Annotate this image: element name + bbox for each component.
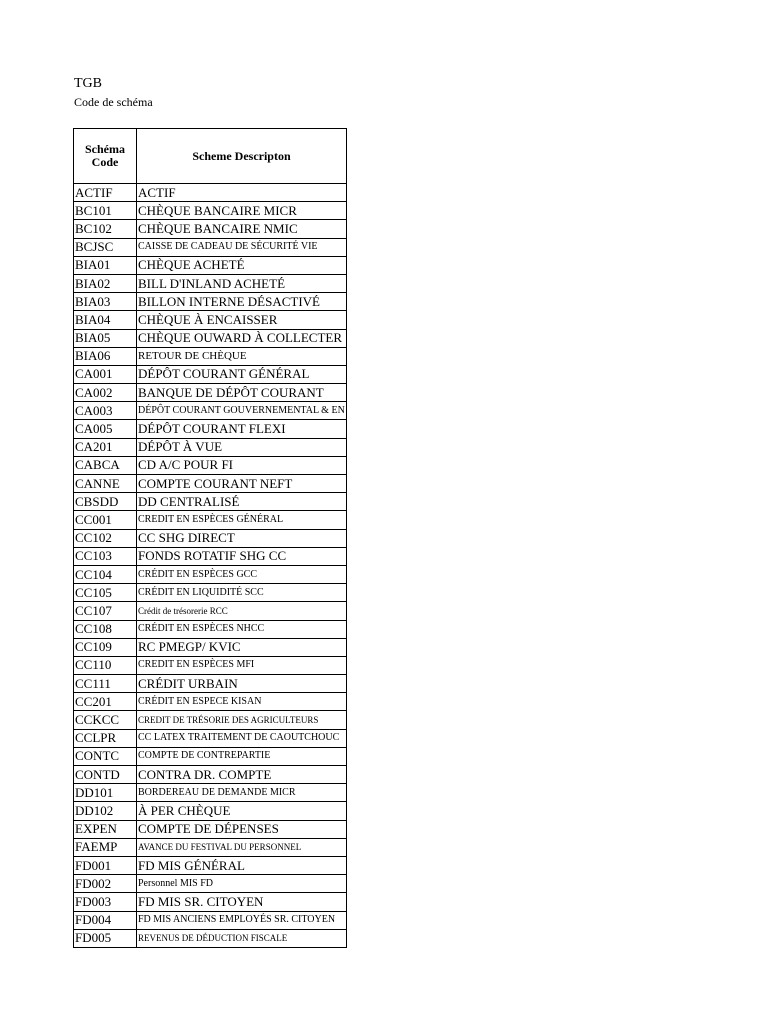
- table-row: [74, 438, 347, 456]
- scheme-description-cell: CRÉDIT EN ESPÈCES GCC: [137, 565, 347, 583]
- table-row: [74, 511, 347, 529]
- table-row: [74, 365, 347, 383]
- scheme-description-cell: CHÈQUE À ENCAISSER: [137, 311, 347, 329]
- scheme-code-cell: BIA05: [74, 329, 137, 347]
- scheme-description-cell: FONDS ROTATIF SHG CC: [137, 547, 347, 565]
- scheme-description-cell: Crédit de trésorerie RCC: [137, 602, 347, 620]
- table-row: [74, 638, 347, 656]
- scheme-code-cell: BIA01: [74, 256, 137, 274]
- column-header-code: Schéma Code: [74, 129, 137, 184]
- table-row: [74, 693, 347, 711]
- table-row: [74, 911, 347, 929]
- scheme-description-cell: BILL D'INLAND ACHETÉ: [137, 274, 347, 292]
- scheme-code-cell: BC102: [74, 220, 137, 238]
- scheme-description-cell: BANQUE DE DÉPÔT COURANT: [137, 384, 347, 402]
- table-row: [74, 420, 347, 438]
- table-row: [74, 220, 347, 238]
- scheme-description-cell: CD A/C POUR FI: [137, 456, 347, 474]
- scheme-code-cell: CA005: [74, 420, 137, 438]
- scheme-code-cell: CC103: [74, 547, 137, 565]
- scheme-code-cell: CA003: [74, 402, 137, 420]
- scheme-description-cell: BILLON INTERNE DÉSACTIVÉ: [137, 293, 347, 311]
- table-row: [74, 620, 347, 638]
- scheme-code-cell: CA002: [74, 384, 137, 402]
- table-row: [74, 875, 347, 893]
- table-row: [74, 784, 347, 802]
- scheme-code-cell: CC104: [74, 565, 137, 583]
- scheme-code-cell: DD102: [74, 802, 137, 820]
- scheme-description-cell: CHÈQUE ACHETÉ: [137, 256, 347, 274]
- scheme-description-cell: COMPTE DE DÉPENSES: [137, 820, 347, 838]
- scheme-code-cell: CC109: [74, 638, 137, 656]
- scheme-description-cell: BORDEREAU DE DEMANDE MICR: [137, 784, 347, 802]
- scheme-description-cell: Personnel MIS FD: [137, 875, 347, 893]
- scheme-code-cell: CC001: [74, 511, 137, 529]
- scheme-code-cell: BIA03: [74, 293, 137, 311]
- scheme-description-cell: FD MIS SR. CITOYEN: [137, 893, 347, 911]
- table-row: [74, 602, 347, 620]
- scheme-description-cell: CONTRA DR. COMPTE: [137, 766, 347, 784]
- scheme-code-cell: ACTIF: [74, 184, 137, 202]
- scheme-code-cell: BIA04: [74, 311, 137, 329]
- scheme-code-cell: CA001: [74, 365, 137, 383]
- scheme-code-cell: EXPEN: [74, 820, 137, 838]
- table-row: [74, 202, 347, 220]
- table-row: [74, 238, 347, 256]
- scheme-description-cell: CHÈQUE BANCAIRE NMIC: [137, 220, 347, 238]
- scheme-description-cell: CREDIT DE TRÉSORIE DES AGRICULTEURS: [137, 711, 347, 729]
- table-row: [74, 347, 347, 365]
- scheme-code-cell: CONTC: [74, 747, 137, 765]
- table-row: [74, 475, 347, 493]
- scheme-description-cell: ACTIF: [137, 184, 347, 202]
- table-row: [74, 893, 347, 911]
- table-row: [74, 656, 347, 674]
- scheme-description-cell: REVENUS DE DÉDUCTION FISCALE: [137, 929, 347, 947]
- scheme-code-cell: CABCA: [74, 456, 137, 474]
- scheme-code-cell: CC110: [74, 656, 137, 674]
- scheme-description-cell: FD MIS GÉNÉRAL: [137, 856, 347, 874]
- scheme-description-cell: CHÈQUE OUWARD À COLLECTER: [137, 329, 347, 347]
- scheme-code-cell: CANNE: [74, 475, 137, 493]
- scheme-description-cell: RETOUR DE CHÈQUE: [137, 347, 347, 365]
- scheme-code-cell: FD004: [74, 911, 137, 929]
- table-header-row: [74, 129, 347, 184]
- scheme-code-cell: FD005: [74, 929, 137, 947]
- table-row: [74, 311, 347, 329]
- scheme-code-cell: BC101: [74, 202, 137, 220]
- scheme-code-cell: FD003: [74, 893, 137, 911]
- scheme-description-cell: CRÉDIT URBAIN: [137, 675, 347, 693]
- column-header-description: Scheme Descripton: [137, 129, 347, 184]
- scheme-description-cell: COMPTE DE CONTREPARTIE: [137, 747, 347, 765]
- scheme-description-cell: CRÉDIT EN ESPÈCES NHCC: [137, 620, 347, 638]
- scheme-code-cell: BIA06: [74, 347, 137, 365]
- scheme-code-cell: CC107: [74, 602, 137, 620]
- table-row: [74, 529, 347, 547]
- scheme-description-cell: CC SHG DIRECT: [137, 529, 347, 547]
- table-row: [74, 711, 347, 729]
- table-row: [74, 384, 347, 402]
- scheme-description-cell: FD MIS ANCIENS EMPLOYÉS SR. CITOYEN: [137, 911, 347, 929]
- scheme-description-cell: CREDIT EN ESPÈCES GÉNÉRAL: [137, 511, 347, 529]
- scheme-code-cell: BCJSC: [74, 238, 137, 256]
- scheme-description-cell: CHÈQUE BANCAIRE MICR: [137, 202, 347, 220]
- scheme-description-cell: CAISSE DE CADEAU DE SÉCURITÉ VIE: [137, 238, 347, 256]
- scheme-code-cell: CC201: [74, 693, 137, 711]
- scheme-code-cell: CC108: [74, 620, 137, 638]
- table-row: [74, 838, 347, 856]
- scheme-code-cell: FD001: [74, 856, 137, 874]
- scheme-description-cell: DÉPÔT COURANT GOUVERNEMENTAL & EN: [137, 402, 347, 420]
- table-row: [74, 766, 347, 784]
- table-row: [74, 929, 347, 947]
- scheme-code-cell: CA201: [74, 438, 137, 456]
- table-row: [74, 747, 347, 765]
- scheme-description-cell: AVANCE DU FESTIVAL DU PERSONNEL: [137, 838, 347, 856]
- table-row: [74, 274, 347, 292]
- table-row: [74, 402, 347, 420]
- table-row: [74, 456, 347, 474]
- scheme-code-cell: CC102: [74, 529, 137, 547]
- table-row: [74, 184, 347, 202]
- scheme-code-cell: CCLPR: [74, 729, 137, 747]
- table-row: [74, 293, 347, 311]
- scheme-description-cell: DÉPÔT COURANT GÉNÉRAL: [137, 365, 347, 383]
- table-row: [74, 493, 347, 511]
- table-row: [74, 329, 347, 347]
- scheme-description-cell: À PER CHÈQUE: [137, 802, 347, 820]
- scheme-code-cell: CCKCC: [74, 711, 137, 729]
- table-row: [74, 547, 347, 565]
- scheme-description-cell: CRÉDIT EN ESPECE KISAN: [137, 693, 347, 711]
- scheme-description-cell: COMPTE COURANT NEFT: [137, 475, 347, 493]
- scheme-description-cell: DD CENTRALISÉ: [137, 493, 347, 511]
- document-subtitle: Code de schéma: [74, 95, 153, 109]
- scheme-code-table: [73, 128, 347, 948]
- scheme-code-cell: CONTD: [74, 766, 137, 784]
- scheme-code-cell: FD002: [74, 875, 137, 893]
- scheme-code-cell: DD101: [74, 784, 137, 802]
- scheme-description-cell: CC LATEX TRAITEMENT DE CAOUTCHOUC: [137, 729, 347, 747]
- table-row: [74, 729, 347, 747]
- table-row: [74, 256, 347, 274]
- table-row: [74, 675, 347, 693]
- scheme-code-cell: BIA02: [74, 274, 137, 292]
- scheme-code-cell: CC105: [74, 584, 137, 602]
- scheme-description-cell: CREDIT EN ESPÈCES MFI: [137, 656, 347, 674]
- scheme-description-cell: DÉPÔT À VUE: [137, 438, 347, 456]
- scheme-description-cell: CRÉDIT EN LIQUIDITÉ SCC: [137, 584, 347, 602]
- table-row: [74, 565, 347, 583]
- table-row: [74, 802, 347, 820]
- document-org: TGB: [74, 76, 102, 91]
- scheme-code-cell: CC111: [74, 675, 137, 693]
- scheme-description-cell: RC PMEGP/ KVIC: [137, 638, 347, 656]
- table-row: [74, 820, 347, 838]
- scheme-code-cell: FAEMP: [74, 838, 137, 856]
- scheme-description-cell: DÉPÔT COURANT FLEXI: [137, 420, 347, 438]
- table-row: [74, 584, 347, 602]
- table-row: [74, 856, 347, 874]
- scheme-code-cell: CBSDD: [74, 493, 137, 511]
